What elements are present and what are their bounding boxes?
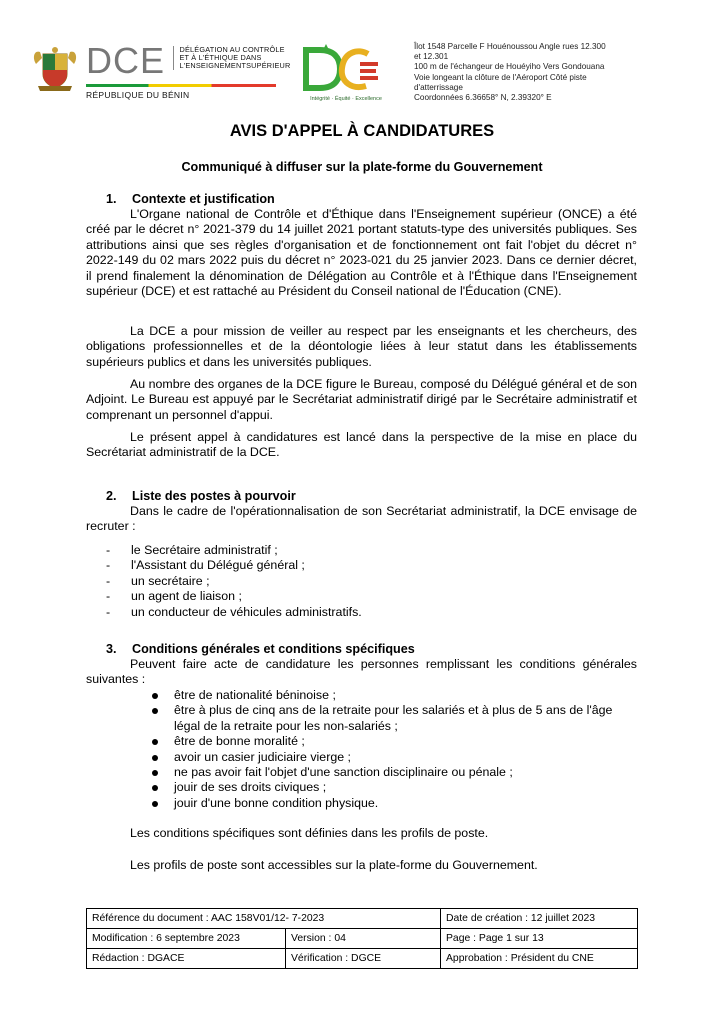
paragraph: La DCE a pour mission de veiller au respect par les enseignants et les chercheurs, des obligations professionnelles et de la déontologie liées à leur statut dans les établissements supérieurs publics et dans les universités publiques. [86,324,637,369]
dce-logo-icon [296,42,396,104]
section-heading-2 [106,489,296,503]
table-cell: Vérification : DGCE [286,949,441,969]
list-item: - un conducteur de véhicules administratifs. [106,604,362,619]
list-item: - l'Assistant du Délégué général ; [106,558,305,573]
table-row [87,929,638,949]
logo-motto: Intégrité · Équité · Excellence [310,96,382,102]
table-row [87,909,638,929]
section-number: 1. [106,192,117,206]
letterhead [28,36,696,106]
dce-wordmark [86,40,291,81]
flag-stripe [86,84,276,87]
address-line: Îlot 1548 Parcelle F Houénoussou Angle rues 12.300 [414,42,606,51]
dash-marker: - [106,573,111,588]
list-item: jouir d'une bonne condition physique. [150,796,640,811]
dce-short-name: DCE [86,40,166,81]
paragraph: Le présent appel à candidatures est lancé dans la perspective de la mise en place du Secrétariat administratif de la DCE. [86,430,637,460]
paragraph: Dans le cadre de l'opérationnalisation de son Secrétariat administratif, la DCE envisage de recruter : [86,504,637,534]
table-cell: Approbation : Président du CNE [441,949,638,969]
dce-full-name [173,46,290,70]
dash-marker: - [106,604,111,619]
dce-line: DÉLÉGATION AU CONTRÔLE [179,45,285,54]
dce-line: ET À L'ÉTHIQUE DANS [179,53,262,62]
bullet-icon [152,739,158,745]
paragraph: Peuvent faire acte de candidature les personnes remplissant les conditions générales suivantes : [86,657,637,687]
table-cell: Rédaction : DGACE [87,949,286,969]
document-control-table [86,908,638,969]
paragraph: Les conditions spécifiques sont définies dans les profils de poste. [130,826,489,840]
section-title: Liste des postes à pourvoir [132,489,296,503]
bullet-icon [152,693,158,699]
section-title: Contexte et justification [132,192,275,206]
bullet-icon [152,708,158,714]
dce-line: L'ENSEIGNEMENTSUPÉRIEUR [179,61,291,70]
paragraph: Au nombre des organes de la DCE figure le Bureau, composé du Délégué général et de son Adjoint. Le Bureau est appuyé par le Secrétariat administratif dirigé par le Secrétaire administratif et comprenant un personnel d'appui. [86,377,637,422]
section-number: 2. [106,489,117,503]
address-line: Coordonnées 6.36658° N, 2.39320° E [414,93,552,103]
list-item: - un secrétaire ; [106,573,210,588]
address-line: et 12.301 [414,52,449,62]
table-cell: Date de création : 12 juillet 2023 [441,909,638,929]
list-item: jouir de ses droits civiques ; [150,780,640,795]
list-item: ne pas avoir fait l'objet d'une sanction disciplinaire ou pénale ; [150,765,640,780]
table-cell: Référence du document : AAC 158V01/12- 7-2023 [87,909,441,929]
list-item: être de nationalité béninoise ; [150,688,640,703]
address-line: Voie longeant la clôture de l'Aéroport Côté piste [414,72,587,82]
table-row [87,949,638,969]
address-line: 100 m de l'échangeur de Houéyiho Vers Gondouana [414,62,605,72]
bullet-icon [152,770,158,776]
page-subtitle: Communiqué à diffuser sur la plate-forme du Gouvernement [181,160,543,174]
dash-marker: - [106,589,111,604]
address-line: d'atterrissage [414,82,463,92]
table-cell: Version : 04 [286,929,441,949]
conditions-list [150,688,640,811]
bullet-icon [152,785,158,791]
table-cell: Page : Page 1 sur 13 [441,929,638,949]
paragraph: Les profils de poste sont accessibles sur la plate-forme du Gouvernement. [130,858,538,872]
list-item: être à plus de cinq ans de la retraite pour les salariés et à plus de 5 ans de l'âge légal de la retraite pour les non-salariés ; [150,703,640,734]
address-block [414,42,664,103]
list-item: - un agent de liaison ; [106,589,242,604]
section-title: Conditions générales et conditions spécifiques [132,642,415,656]
list-item: - le Secrétaire administratif ; [106,543,278,557]
bullet-icon [152,755,158,761]
list-item: avoir un casier judiciaire vierge ; [150,750,640,765]
table-cell: Modification : 6 septembre 2023 [87,929,286,949]
paragraph: L'Organe national de Contrôle et d'Éthique dans l'Enseignement supérieur (ONCE) a été créé par le décret n° 2021-379 du 14 juillet 2021 portant statuts-type des universités publiques. Ses attributions ainsi que ses règles d'organisation et de fonctionnement ont fait l'objet du décret n° 2022-149 du 02 mars 2022 puis du décret n° 2023-021 du 25 janvier 2023. Dans ce dernier décret, il prend finalement la dénomination de Délégation au Contrôle et à l'Éthique dans l'Enseignement supérieur (DCE) et est rattaché au Président du Conseil national de l'Éducation (CNE). [86,207,637,299]
dash-marker: - [106,543,111,557]
section-heading-3 [106,642,415,656]
positions-list [106,543,362,620]
section-number: 3. [106,642,117,656]
dash-marker: - [106,558,111,573]
page-title: AVIS D'APPEL À CANDIDATURES [229,122,495,140]
list-item: être de bonne moralité ; [150,734,640,749]
section-heading-1 [106,192,275,206]
republic-label: RÉPUBLIQUE DU BÉNIN [86,90,190,100]
coat-of-arms-icon [30,44,80,92]
bullet-icon [152,801,158,807]
